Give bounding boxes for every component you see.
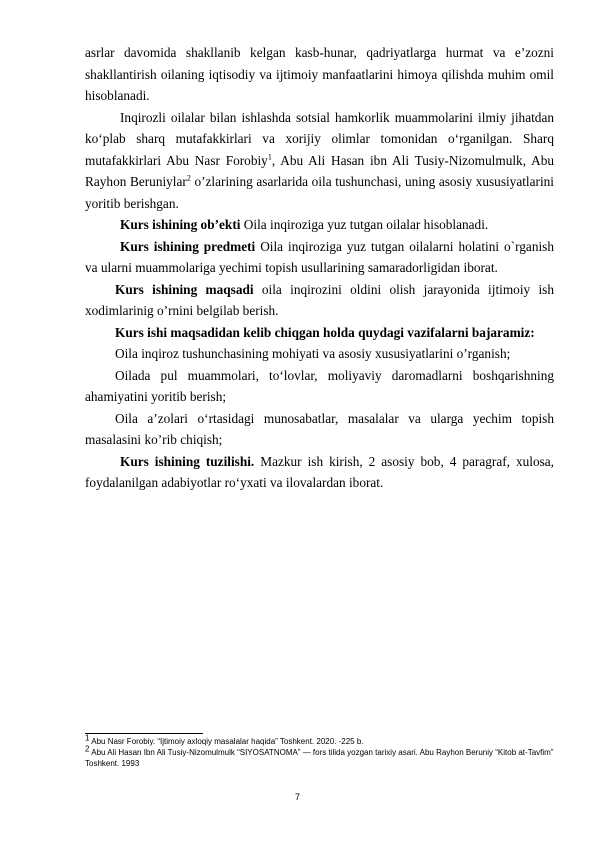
paragraph-continuation: asrlar davomida shakllanib kelgan kasb-hunar, qadriyatlarga hurmat va e’zozni shakllantirish oilaning iqtisodiy va ijtimoiy manfaatlarini himoya qilishda muhim omil hisoblanadi. xyxy=(85,45,554,103)
structure-heading: Kurs ishining tuzilishi. xyxy=(120,453,255,469)
structure-text: Mazkur ish kirish, 2 asosiy bob, 4 paragraf, xulosa, foydalanilgan adabiyotlar ro‘yxati va ilovalardan iborat. xyxy=(85,453,555,490)
footnotes xyxy=(85,733,554,769)
footnote-2 xyxy=(85,744,554,769)
footnote-1-text: Abu Nasr Forobiy. “Ijtimoiy axloqiy masalalar haqida” Toshkent. 2020. -225 b. xyxy=(89,737,364,746)
task-item-1: Oila inqiroz tushunchasining mohiyati va asosiy xususiyatlarini o’rganish; xyxy=(115,346,511,361)
paragraph-subject xyxy=(85,236,554,279)
task-item-3: Oila a’zolari o‘rtasidagi munosabatlar, masalalar va ularga yechim topish masalasini ko’rib chiqish; xyxy=(85,410,554,447)
footnote-1-number: 1 xyxy=(85,733,90,743)
paragraph-aim xyxy=(85,279,554,322)
footnote-divider xyxy=(85,733,203,734)
tasks-heading: Kurs ishi maqsadidan kelib chiqgan holda quydagi vazifalarni bajaramiz: xyxy=(115,324,535,340)
aim-text: oila inqirozini oldini olish jarayonida ijtimoiy ish xodimlarinig o’rnini belgilab berish. xyxy=(85,281,554,318)
subject-heading: Kurs ishining predmeti xyxy=(120,238,256,254)
task-item-2: Oilada pul muammolari, to‘lovlar, moliyaviy daromadlarni boshqarishning ahamiyatini yoritib berish; xyxy=(85,367,554,404)
footnote-ref-1[interactable]: 1 xyxy=(267,152,272,162)
aim-heading: Kurs ishining maqsadi xyxy=(115,281,254,297)
text-segment: , Abu Ali Hasan ibn Ali Tusiy-Nizomulmulk, Abu Rayhon Beruniylar xyxy=(85,152,554,189)
footnote-2-text: Abu Ali Hasan Ibn Ali Tusiy-Nizomulmulk “SIYOSATNOMA” — fors tilida yozgan tarixiy asari. Abu Rayhon Beruniy “Kitob at-Tavfim” Toshkent. 1993 xyxy=(85,748,554,768)
object-text: Oila inqiroziga yuz tutgan oilalar hisoblanadi. xyxy=(240,217,489,232)
text-segment: Inqirozli oilalar bilan ishlashda sotsial hamkorlik muammolarini ilmiy jihatdan ko‘plab sharq mutafakkirlari va xorijiy olimlar tomonidan o‘rganilgan. Sharq mutafakkirlari Abu Nasr Forobiy xyxy=(85,109,554,168)
object-heading: Kurs ishining ob’ekti xyxy=(120,217,241,232)
page-number: 7 xyxy=(294,792,300,802)
paragraph-structure xyxy=(85,451,554,494)
paragraph-scholars xyxy=(85,107,554,215)
page-body xyxy=(85,42,554,494)
paragraph-tasks-heading xyxy=(85,322,554,344)
footnote-1 xyxy=(85,733,554,747)
footnote-ref-2[interactable]: 2 xyxy=(186,173,191,183)
paragraph-object xyxy=(85,214,554,236)
footnote-2-number: 2 xyxy=(85,744,90,754)
text-segment: o’zlarining asarlarida oila tushunchasi, uning asosiy xususiyatlarini yoritib berishgan. xyxy=(85,174,554,211)
subject-text: Oila inqiroziga yuz tutgan oilalarni holatini o`rganish va ularni muammolariga yechimi topish usullarining samaradorligidan iborat. xyxy=(85,238,554,275)
